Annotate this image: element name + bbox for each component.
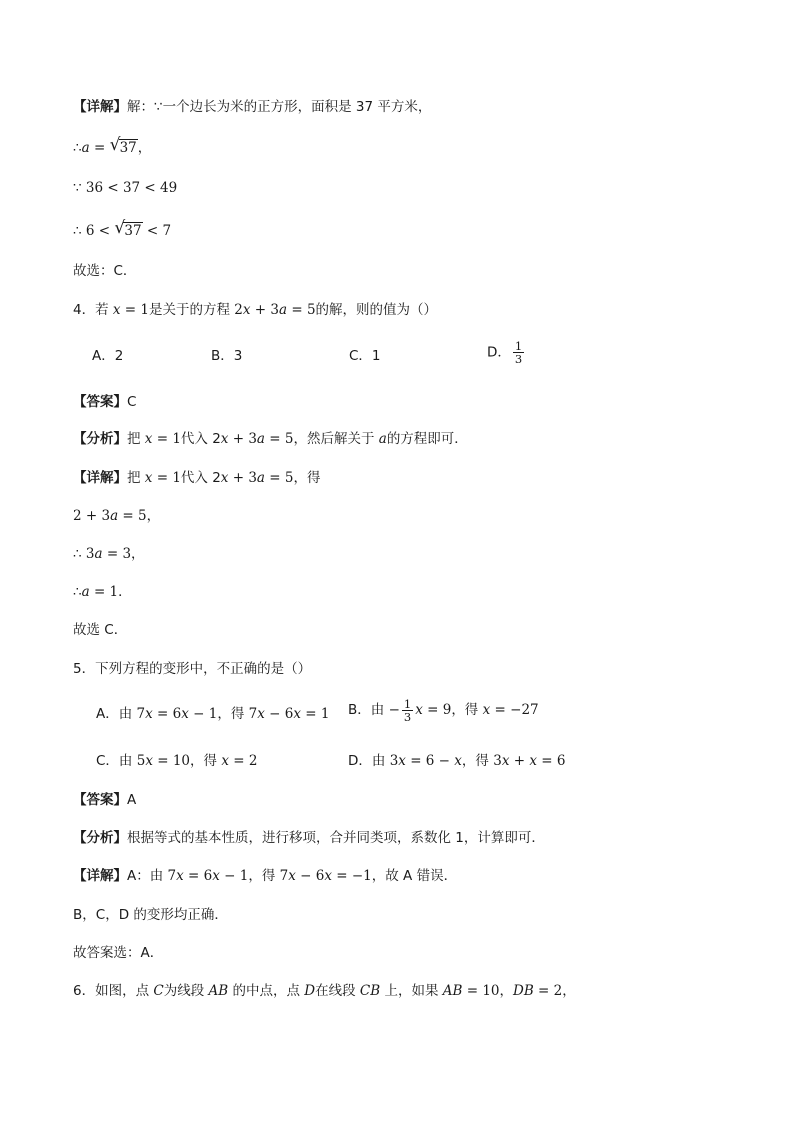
q4-option-c[interactable] xyxy=(349,346,381,366)
var-x: x xyxy=(220,431,229,447)
q4-option-d[interactable] xyxy=(487,340,526,365)
point-d: D xyxy=(304,983,316,999)
answer-text: C xyxy=(127,394,137,410)
var-x: x xyxy=(181,706,189,722)
point-c: C xyxy=(153,983,164,999)
var-x: x xyxy=(501,753,510,769)
eq-part: = 9 xyxy=(422,702,452,718)
q4-eq: = 1 xyxy=(120,302,149,318)
answer-4 xyxy=(73,392,136,412)
var-x: x xyxy=(293,706,301,722)
var-a: a xyxy=(94,546,103,562)
question-6 xyxy=(73,981,576,1001)
eq-part: − 1 xyxy=(219,868,249,884)
analysis-text: ，然后解关于 xyxy=(293,431,379,447)
because-symbol: ∵ xyxy=(73,180,82,196)
var-x: x xyxy=(221,753,229,769)
step-eq: 2 + 3 xyxy=(73,508,111,524)
analysis-tag: 【分析】 xyxy=(73,830,127,846)
eq-part: = 6 − xyxy=(405,753,455,769)
step-sqrt-range xyxy=(73,218,172,241)
eq-part: 7 xyxy=(279,868,289,884)
analysis-eq: + 3 xyxy=(228,431,257,447)
var-x: x xyxy=(415,702,423,718)
q5-option-d[interactable] xyxy=(348,751,565,771)
detail-text: 故答案选：A． xyxy=(73,945,164,961)
q5-option-b[interactable] xyxy=(348,698,539,723)
punct: ， xyxy=(146,508,161,524)
detail-text: ，得 xyxy=(293,470,321,486)
detail-text: B，C，D 的变形均正确． xyxy=(73,907,228,923)
detail-tag: 【详解】 xyxy=(73,868,127,884)
choose-line xyxy=(73,261,136,281)
question-number: 4． xyxy=(73,302,96,318)
detail-5 xyxy=(73,866,457,886)
q4-text: 若 xyxy=(95,302,113,318)
var-x: x xyxy=(288,868,296,884)
var-a: a xyxy=(378,431,387,447)
step-inequality xyxy=(73,178,177,198)
step-2 xyxy=(73,544,145,564)
eq-part: = 6 xyxy=(152,706,182,722)
choose-text: 故选：C． xyxy=(73,263,137,279)
segment-ab: AB xyxy=(208,983,229,999)
analysis-4 xyxy=(73,429,468,449)
detail-5-line-3 xyxy=(73,943,163,963)
segment-cb: CB xyxy=(359,983,381,999)
q4-eq: + 3 xyxy=(250,302,279,318)
analysis-5 xyxy=(73,828,545,848)
question-text: 5．下列方程的变形中，不正确的是（） xyxy=(73,661,312,677)
option-label: A．2 xyxy=(92,348,124,364)
eq-part: 3 xyxy=(389,753,399,769)
sqrt-37: √ 37 xyxy=(109,135,137,156)
var-x: x xyxy=(145,706,153,722)
eq-part: = 2 xyxy=(228,753,258,769)
step-eq: = 1 xyxy=(89,584,119,600)
var-x: x xyxy=(529,753,537,769)
step-a-sqrt37 xyxy=(73,135,152,158)
detail-text: 代入 2 xyxy=(180,470,221,486)
therefore-symbol: ∴ xyxy=(73,546,82,562)
punct: ， xyxy=(131,546,145,562)
step-eq: = 3 xyxy=(102,546,132,562)
eq-part: 7 xyxy=(136,706,146,722)
option-label: A．由 xyxy=(96,706,137,722)
q4-text: 的解，则的值为（） xyxy=(315,302,438,318)
eq-part: + xyxy=(509,753,530,769)
analysis-text: 根据等式的基本性质，进行移项，合并同类项，系数化 1，计算即可． xyxy=(127,830,545,846)
step-1 xyxy=(73,506,160,526)
option-text: ，得 xyxy=(451,702,483,718)
detail-eq: = 5 xyxy=(264,470,294,486)
analysis-eq: = 5 xyxy=(264,431,294,447)
detail-tag: 【详解】 xyxy=(73,470,127,486)
analysis-tag: 【分析】 xyxy=(73,431,127,447)
q6-text: 6．如图，点 xyxy=(73,983,154,999)
q6-text: 在线段 xyxy=(315,983,360,999)
answer-tag: 【答案】 xyxy=(73,792,127,808)
therefore-symbol: ∴ xyxy=(73,584,82,600)
segment-db: DB xyxy=(513,983,534,999)
option-label: D．由 xyxy=(348,753,390,769)
option-text: ，得 xyxy=(461,753,494,769)
choose-text: 故选 C． xyxy=(73,622,128,638)
question-4 xyxy=(73,300,437,320)
eq-part: = 10 xyxy=(152,753,191,769)
inequality-expr: 36 < 37 < 49 xyxy=(81,180,178,196)
q5-option-c[interactable] xyxy=(96,751,257,771)
sqrt-37: √ 37 xyxy=(114,218,142,239)
eq-part: − 6 xyxy=(264,706,294,722)
var-a: a xyxy=(256,431,265,447)
q5-option-a[interactable] xyxy=(96,704,329,724)
therefore-symbol: ∴ xyxy=(73,223,82,239)
var-x: x xyxy=(482,702,491,718)
var-x: x xyxy=(144,431,153,447)
minus-sign: − xyxy=(388,702,400,718)
detail-text: A：由 xyxy=(127,868,168,884)
var-a: a xyxy=(279,302,288,318)
var-x: x xyxy=(145,753,153,769)
detail-eq: + 3 xyxy=(228,470,257,486)
q4-option-b[interactable] xyxy=(211,346,242,366)
analysis-eq: = 1 xyxy=(152,431,181,447)
analysis-text: 代入 2 xyxy=(180,431,221,447)
q4-eq: 2 xyxy=(234,302,243,318)
eq-part: = 1 xyxy=(300,706,330,722)
q4-eq: = 5 xyxy=(287,302,316,318)
punct: ， xyxy=(137,140,152,156)
q6-eq: = 10 xyxy=(462,983,500,999)
q6-text: 的中点，点 xyxy=(228,983,305,999)
detail-text: 解：∵一个边长为米的正方形，面积是 37 平方米， xyxy=(127,99,432,115)
option-label: C．由 xyxy=(96,753,137,769)
q4-text: 是关于的方程 xyxy=(149,302,235,318)
detail-eq: = 1 xyxy=(152,470,181,486)
eq-part: − 6 xyxy=(295,868,325,884)
eq-part: 7 xyxy=(248,706,258,722)
var-x: x xyxy=(454,753,462,769)
detail-text: ，得 xyxy=(248,868,280,884)
var-x: x xyxy=(257,706,265,722)
detail-text: ，故 A 错误． xyxy=(371,868,458,884)
detail-4 xyxy=(73,468,320,488)
segment-ab: AB xyxy=(442,983,463,999)
eq-part: = −27 xyxy=(490,702,539,718)
var-a: a xyxy=(81,584,90,600)
var-x: x xyxy=(398,753,406,769)
answer-text: A xyxy=(127,792,137,808)
question-5 xyxy=(73,659,311,679)
analysis-text: 的方程即可． xyxy=(386,431,468,447)
eq-part: = 6 xyxy=(183,868,213,884)
step-3 xyxy=(73,582,132,602)
step-eq: 3 xyxy=(81,546,95,562)
equals: = xyxy=(89,140,110,156)
var-x: x xyxy=(242,302,251,318)
option-text: ，得 xyxy=(217,706,249,722)
var-x: x xyxy=(212,868,220,884)
answer-tag: 【答案】 xyxy=(73,394,127,410)
fraction-one-third: $\frac{1}{3}$ xyxy=(403,697,412,724)
eq-part: 3 xyxy=(493,753,502,769)
detail-tag: 【详解】 xyxy=(73,99,127,115)
range-right: < 7 xyxy=(142,223,172,239)
detail-5-line-2 xyxy=(73,905,228,925)
punct: ， xyxy=(499,983,514,999)
punct: ． xyxy=(118,584,132,600)
q4-option-a[interactable] xyxy=(92,346,123,366)
var-a: a xyxy=(110,508,119,524)
var-a: a xyxy=(81,140,90,156)
analysis-text: 把 xyxy=(127,431,145,447)
var-x: x xyxy=(176,868,184,884)
eq-part: 5 xyxy=(136,753,146,769)
var-x: x xyxy=(220,470,229,486)
therefore-symbol: ∴ xyxy=(73,140,82,156)
q6-eq: = 2 xyxy=(533,983,563,999)
detail-text: 把 xyxy=(127,470,145,486)
eq-part: − 1 xyxy=(188,706,218,722)
q6-text: 上，如果 xyxy=(380,983,443,999)
var-x: x xyxy=(112,302,121,318)
eq-part: = −1 xyxy=(331,868,372,884)
range-left: 6 < xyxy=(81,223,115,239)
var-x: x xyxy=(144,470,153,486)
var-a: a xyxy=(256,470,265,486)
option-label: B．3 xyxy=(211,348,243,364)
var-x: x xyxy=(324,868,332,884)
option-label: D． xyxy=(487,344,511,361)
option-text: ，得 xyxy=(190,753,222,769)
step-eq: = 5 xyxy=(118,508,147,524)
eq-part: 7 xyxy=(167,868,177,884)
answer-5 xyxy=(73,790,136,810)
punct: ， xyxy=(562,983,576,999)
option-label: C．1 xyxy=(349,348,381,364)
eq-part: = 6 xyxy=(536,753,566,769)
fraction-one-third: $\frac{1}{3}$ xyxy=(514,339,523,366)
option-label: B．由 xyxy=(348,702,389,718)
detail-line-1 xyxy=(73,97,431,117)
q6-text: 为线段 xyxy=(163,983,209,999)
choose-c-line xyxy=(73,620,127,640)
